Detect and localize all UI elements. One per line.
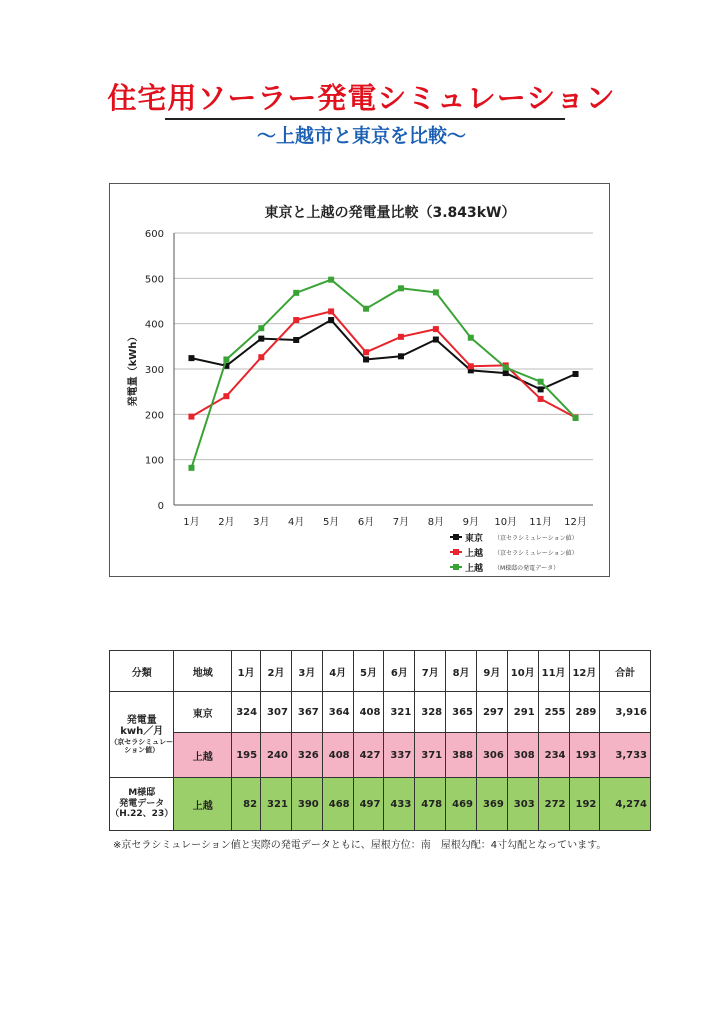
legend-swatch-marker (453, 564, 459, 570)
value-cell: 427 (353, 733, 384, 778)
chart-svg (110, 184, 609, 576)
data-point (398, 334, 404, 340)
table-header-cell: 合計 (600, 651, 651, 692)
value-cell: 408 (353, 692, 384, 733)
data-point (223, 356, 229, 362)
y-tick-label: 100 (144, 455, 164, 467)
legend-label: 東京 (465, 534, 484, 544)
data-point (538, 379, 544, 385)
total-cell: 3,733 (600, 733, 651, 778)
value-cell: 272 (538, 778, 569, 831)
x-tick-label: 4月 (288, 517, 305, 528)
data-point (433, 326, 439, 332)
table-header-cell: 分類 (110, 651, 174, 692)
table-header-cell: 地域 (174, 651, 232, 692)
value-cell: 337 (384, 733, 415, 778)
data-point (258, 336, 264, 342)
y-tick-label: 200 (144, 410, 164, 422)
data-point (468, 363, 474, 369)
x-tick-label: 1月 (183, 517, 200, 528)
table-header-cell: 11月 (538, 651, 569, 692)
table-header-cell: 7月 (415, 651, 446, 692)
value-cell: 297 (476, 692, 507, 733)
value-cell: 82 (232, 778, 261, 831)
value-cell: 469 (446, 778, 477, 831)
legend-swatch-marker (453, 534, 459, 540)
data-point (538, 396, 544, 402)
series-line-1 (191, 311, 575, 417)
value-cell: 193 (569, 733, 600, 778)
value-cell: 303 (507, 778, 538, 831)
value-cell: 326 (291, 733, 322, 778)
data-point (293, 317, 299, 323)
region-cell: 上越 (174, 733, 232, 778)
total-cell: 3,916 (600, 692, 651, 733)
value-cell: 328 (415, 692, 446, 733)
value-cell: 367 (291, 692, 322, 733)
data-point (223, 393, 229, 399)
data-point (293, 290, 299, 296)
data-point (433, 337, 439, 343)
region-cell: 上越 (174, 778, 232, 831)
page-title: 住宅用ソーラー発電シミュレーション (107, 81, 616, 115)
value-cell: 468 (322, 778, 353, 831)
y-axis-label: 発電量（kWh） (128, 331, 139, 407)
data-point (258, 354, 264, 360)
legend-label: 上越 (465, 564, 484, 574)
value-cell: 369 (476, 778, 507, 831)
data-point (433, 289, 439, 295)
value-cell: 308 (507, 733, 538, 778)
chart-frame (109, 183, 610, 577)
value-cell: 433 (384, 778, 415, 831)
table-header-cell: 4月 (322, 651, 353, 692)
value-cell: 192 (569, 778, 600, 831)
x-tick-label: 9月 (462, 517, 479, 528)
data-point (328, 308, 334, 314)
data-point (188, 414, 194, 420)
chart-title: 東京と上越の発電量比較（3.843kW） (264, 205, 516, 221)
value-cell: 497 (353, 778, 384, 831)
x-tick-label: 5月 (322, 517, 340, 528)
value-cell: 371 (415, 733, 446, 778)
legend-swatch-marker (453, 549, 459, 555)
value-cell: 365 (446, 692, 477, 733)
table-header-cell: 12月 (569, 651, 600, 692)
region-cell: 東京 (174, 692, 232, 733)
data-point (258, 325, 264, 331)
legend-note: （京セラシミュレーション値） (494, 550, 578, 557)
y-tick-label: 600 (144, 229, 164, 240)
table-header-cell: 8月 (446, 651, 477, 692)
category-label: 発電量 kwh／月 (120, 714, 164, 738)
data-point (468, 335, 474, 341)
x-tick-label: 7月 (392, 517, 410, 528)
series-line-2 (191, 280, 575, 468)
value-cell: 234 (538, 733, 569, 778)
x-tick-label: 2月 (218, 517, 235, 528)
x-tick-label: 12月 (564, 517, 587, 528)
title-underline (165, 118, 565, 120)
table-header-cell: 3月 (291, 651, 322, 692)
legend-label: 上越 (465, 549, 484, 559)
table-header-cell: 9月 (476, 651, 507, 692)
data-table (109, 650, 651, 831)
data-point (573, 415, 579, 421)
table-header-cell: 1月 (232, 651, 261, 692)
value-cell: 478 (415, 778, 446, 831)
category-cell (110, 778, 174, 831)
y-tick-label: 400 (144, 319, 164, 331)
data-point (398, 353, 404, 359)
x-tick-label: 3月 (253, 517, 270, 528)
data-point (573, 371, 579, 377)
data-point (188, 355, 194, 361)
value-cell: 321 (384, 692, 415, 733)
table-row (110, 778, 651, 831)
value-cell: 307 (261, 692, 292, 733)
y-tick-label: 500 (144, 274, 164, 286)
value-cell: 390 (291, 778, 322, 831)
value-cell: 195 (232, 733, 261, 778)
category-label: M様邸 発電データ （H.22、23） (110, 788, 174, 820)
legend-note: （京セラシミュレーション値） (494, 535, 578, 542)
category-cell (110, 692, 174, 778)
data-point (363, 356, 369, 362)
footnote: ※京セラシミュレーション値と実際の発電データともに、屋根方位：南 屋根勾配：4寸勾配となっています。 (113, 840, 607, 851)
data-point (503, 370, 509, 376)
data-point (363, 349, 369, 355)
category-sublabel: （京セラシミュレー ション値） (110, 737, 174, 754)
data-point (363, 306, 369, 312)
table-header-row (110, 651, 651, 692)
value-cell: 291 (507, 692, 538, 733)
table-header-cell: 5月 (353, 651, 384, 692)
series-line-0 (191, 320, 575, 389)
table-row (110, 733, 651, 778)
data-point (503, 365, 509, 371)
x-tick-label: 11月 (529, 517, 552, 528)
value-cell: 408 (322, 733, 353, 778)
x-tick-label: 6月 (357, 517, 375, 528)
x-tick-label: 8月 (427, 517, 445, 528)
value-cell: 388 (446, 733, 477, 778)
legend-note: （M様邸の発電データ） (494, 565, 560, 572)
value-cell: 289 (569, 692, 600, 733)
y-tick-label: 300 (144, 365, 164, 376)
value-cell: 324 (232, 692, 261, 733)
y-tick-label: 0 (157, 501, 164, 512)
table-header-cell: 2月 (261, 651, 292, 692)
value-cell: 364 (322, 692, 353, 733)
value-cell: 306 (476, 733, 507, 778)
data-point (188, 465, 194, 471)
total-cell: 4,274 (600, 778, 651, 831)
data-point (538, 386, 544, 392)
page-subtitle: 〜上越市と東京を比較〜 (256, 125, 466, 147)
table-header-cell: 10月 (507, 651, 538, 692)
table-header-cell: 6月 (384, 651, 415, 692)
value-cell: 321 (261, 778, 292, 831)
data-point (328, 277, 334, 283)
data-point (328, 317, 334, 323)
data-point (398, 285, 404, 291)
x-tick-label: 10月 (494, 517, 518, 528)
value-cell: 240 (261, 733, 292, 778)
value-cell: 255 (538, 692, 569, 733)
table-row (110, 692, 651, 733)
data-point (293, 337, 299, 343)
